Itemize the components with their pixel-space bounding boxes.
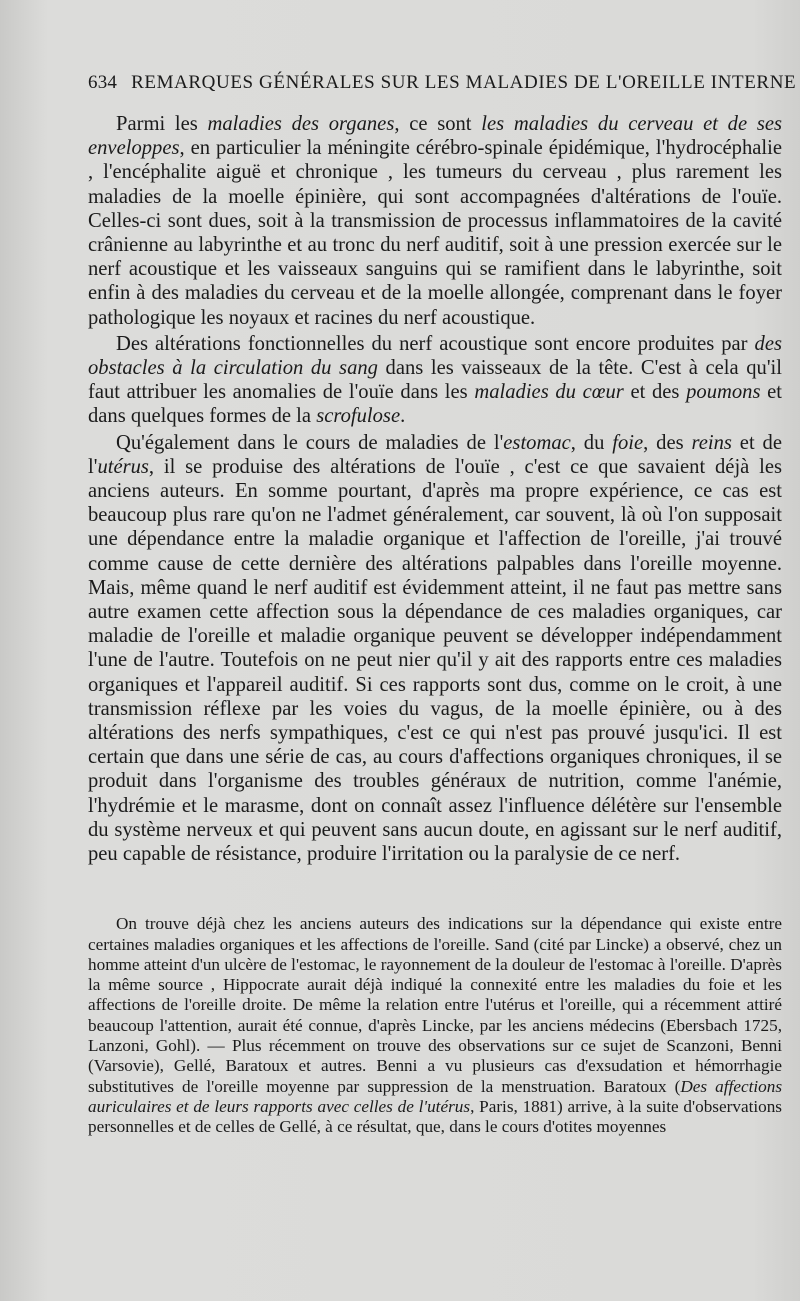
text-run: et dans quelques formes de la [88, 381, 783, 428]
paragraph [88, 332, 782, 429]
text-run: , en particulier la méningite cérébro-spinale épidémique, l'hydrocéphalie , l'encéphalite aiguë et chronique , les tumeurs du cerveau , plus rarement les maladies de la moelle épinière, qui sont accompagnées d'altérations de l'ouïe. Celles-ci sont dues, soit à la transmission de processus inflammatoires de la cavité crânienne au labyrinthe et au tronc du nerf auditif, soit à une pression exercée sur le nerf acoustique et les vaisseaux sanguins qui se ramifient dans le labyrinthe, soit enfin à des maladies du cerveau et de la moelle allongée, comprenant dans le foyer pathologique les noyaux et racines du nerf acoustique. [88, 137, 782, 329]
text-run: , il se produise des altérations de l'ouïe , c'est ce que savaient déjà les anciens auteurs. En somme pourtant, d'après ma propre expérience, ce cas est beaucoup plus rare qu'on ne l'admet généralement, car souvent, là où l'on supposait une dépendance entre la maladie organique et l'affection de l'oreille, j'ai trouvé comme cause de cette dernière des altérations palpables dans l'oreille moyenne. Mais, même quand le nerf auditif est évidemment atteint, il ne faut pas mettre sans autre examen cette affection sous la dépendance de ces maladies organiques, car maladie de l'oreille et maladie organique peuvent se développer indépendamment l'une de l'autre. Toutefois on ne peut nier qu'il y ait des rapports entre ces maladies organiques et l'appareil auditif. Si ces rapports sont dus, comme on le croit, à une transmission réflexe par les voies du vagus, de la moelle épinière, ou à des altérations des nerfs sympathiques, c'est ce qui n'est pas prouvé jusqu'ici. Il est certain que dans une série de cas, au cours d'affections organiques chroniques, il se produit dans l'organisme des troubles généraux de nutrition, comme l'anémie, l'hydrémie et le marasme, dont on connaît assez l'influence délétère sur l'ensemble du système nerveux et qui peuvent sans aucun doute, en agissant sur le nerf auditif, peu capable de résistance, produire l'irritation ou la paralysie de ce nerf. [88, 455, 782, 866]
text-run: dans les vaisseaux de la tête. C'est à cela qu'il faut attribuer les anomalies de l'ouïe dans les [88, 357, 782, 404]
text-run: Des altérations fonctionnelles du nerf acoustique sont encore produites par [116, 332, 755, 355]
text-run: Parmi les [116, 113, 208, 135]
paragraph [88, 112, 782, 330]
running-header [88, 72, 797, 106]
italic-run: maladies du cœur [474, 381, 624, 404]
text-run: et de l' [88, 431, 782, 478]
page-number: 634 [88, 72, 118, 93]
italic-run: poumons [686, 381, 761, 404]
text-run: . [400, 405, 406, 428]
text-run: Qu'également dans le cours de maladies de l' [116, 431, 504, 454]
italic-run: Des affections auriculaires et de leurs rapports avec celles de l'utérus [88, 1076, 783, 1116]
footnote [88, 914, 782, 1137]
italic-run: foie [612, 431, 644, 454]
text-run: et des [623, 381, 687, 404]
text-run: , des [643, 431, 692, 454]
running-title: REMARQUES GÉNÉRALES SUR LES MALADIES DE L'OREILLE INTERNE [131, 72, 797, 93]
text-run: , du [570, 431, 613, 454]
paragraph [88, 431, 782, 867]
italic-run: reins [691, 431, 732, 454]
italic-run: scrofulose [316, 405, 401, 428]
text-run: , Paris, 1881) arrive, à la suite d'observations personnelles et de celles de Gellé, à ce résultat, que, dans le cours d'otites moyennes [88, 1096, 782, 1137]
text-run: On trouve déjà chez les anciens auteurs des indications sur la dépendance qui existe entre certaines maladies organiques et les affections de l'oreille. Sand (cité par Lincke) a observé, chez un homme atteint d'un ulcère de l'estomac, le rayonnement de la douleur de l'estomac à l'oreille. D'après la même source , Hippocrate aurait déjà indiqué la connexité entre les maladies du foie et les affections de l'oreille droite. De même la relation entre l'utérus et l'oreille, qui a récemment attiré beaucoup l'attention, aurait été connue, d'après Lincke, par les anciens médecins (Ebersbach 1725, Lanzoni, Gohl). — Plus récemment on trouve des observations sur ce sujet de Scanzoni, Benni (Varsovie), Gellé, Baratoux et autres. Benni a vu plusieurs cas d'exsudation et hémorrhagie substitutives de l'oreille moyenne par suppression de la menstruation. Baratoux ( [88, 914, 782, 1096]
italic-run: utérus [97, 455, 149, 478]
main-text [88, 112, 782, 866]
italic-run: des obstacles à la circulation du sang [88, 332, 782, 380]
footnote-paragraph [88, 914, 782, 1137]
footnote-separator [88, 866, 782, 914]
italic-run: maladies des organes [207, 113, 395, 135]
italic-run: les maladies du cerveau et de ses enveloppes [88, 113, 782, 160]
text-run: , ce sont [394, 113, 482, 135]
italic-run: estomac [503, 431, 571, 454]
